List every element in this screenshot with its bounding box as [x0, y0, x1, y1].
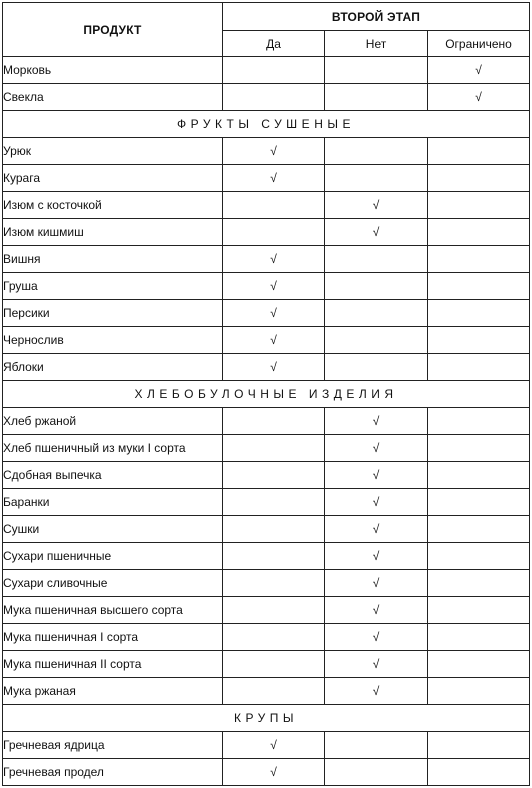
table-row: [3, 543, 530, 570]
cell-limited: [428, 246, 530, 273]
cell-limited: [428, 651, 530, 678]
cell-limited: [428, 435, 530, 462]
table-row: [3, 516, 530, 543]
product-name: Гречневая продел: [3, 759, 223, 786]
table-row: [3, 597, 530, 624]
table-row: [3, 408, 530, 435]
cell-limited: [428, 462, 530, 489]
product-name: Изюм кишмиш: [3, 219, 223, 246]
cell-no: √: [325, 516, 428, 543]
cell-limited: [428, 354, 530, 381]
cell-yes: [223, 543, 325, 570]
table-row: [3, 732, 530, 759]
cell-no: [325, 138, 428, 165]
product-name: Персики: [3, 300, 223, 327]
cell-yes: [223, 408, 325, 435]
table-row: [3, 246, 530, 273]
table-row: [3, 570, 530, 597]
cell-yes: √: [223, 732, 325, 759]
diet-table: [2, 2, 530, 786]
product-name: Свекла: [3, 84, 223, 111]
product-name: Урюк: [3, 138, 223, 165]
product-name: Мука пшеничная высшего сорта: [3, 597, 223, 624]
table-row: [3, 759, 530, 786]
cell-yes: [223, 651, 325, 678]
table-row: [3, 678, 530, 705]
table-row: [3, 651, 530, 678]
product-name: Мука пшеничная I сорта: [3, 624, 223, 651]
cell-yes: [223, 516, 325, 543]
product-name: Мука пшеничная II сорта: [3, 651, 223, 678]
product-name: Изюм с косточкой: [3, 192, 223, 219]
cell-yes: [223, 219, 325, 246]
cell-yes: [223, 489, 325, 516]
cell-limited: [428, 138, 530, 165]
product-name: Сухари пшеничные: [3, 543, 223, 570]
cell-limited: [428, 597, 530, 624]
cell-no: √: [325, 192, 428, 219]
header-stage: ВТОРОЙ ЭТАП: [223, 3, 530, 31]
table-row: [3, 84, 530, 111]
table-row: [3, 273, 530, 300]
cell-yes: √: [223, 138, 325, 165]
section-title: КРУПЫ: [3, 705, 530, 732]
table-row: [3, 624, 530, 651]
header-yes: Да: [223, 31, 325, 57]
product-name: Сушки: [3, 516, 223, 543]
product-name: Вишня: [3, 246, 223, 273]
cell-limited: √: [428, 84, 530, 111]
cell-limited: [428, 543, 530, 570]
cell-yes: [223, 624, 325, 651]
cell-no: √: [325, 462, 428, 489]
section-title: ХЛЕБОБУЛОЧНЫЕ ИЗДЕЛИЯ: [3, 381, 530, 408]
cell-yes: √: [223, 354, 325, 381]
cell-yes: √: [223, 759, 325, 786]
table-row: [3, 354, 530, 381]
cell-yes: [223, 84, 325, 111]
cell-no: [325, 246, 428, 273]
cell-limited: [428, 759, 530, 786]
cell-no: √: [325, 543, 428, 570]
cell-no: [325, 57, 428, 84]
table-row: [3, 57, 530, 84]
header-product: ПРОДУКТ: [3, 3, 223, 57]
section-title: ФРУКТЫ СУШЕНЫЕ: [3, 111, 530, 138]
cell-yes: [223, 462, 325, 489]
cell-yes: [223, 597, 325, 624]
cell-limited: [428, 192, 530, 219]
cell-limited: [428, 732, 530, 759]
product-name: Хлеб пшеничный из муки I сорта: [3, 435, 223, 462]
section-row: [3, 705, 530, 732]
cell-no: [325, 759, 428, 786]
cell-limited: [428, 300, 530, 327]
cell-limited: [428, 165, 530, 192]
table-row: [3, 165, 530, 192]
product-name: Яблоки: [3, 354, 223, 381]
cell-limited: [428, 219, 530, 246]
cell-limited: [428, 570, 530, 597]
product-name: Сухари сливочные: [3, 570, 223, 597]
table-row: [3, 327, 530, 354]
cell-no: [325, 273, 428, 300]
header-no: Нет: [325, 31, 428, 57]
cell-no: [325, 354, 428, 381]
product-name: Груша: [3, 273, 223, 300]
cell-yes: [223, 435, 325, 462]
cell-limited: √: [428, 57, 530, 84]
product-name: Мука ржаная: [3, 678, 223, 705]
table-header: [3, 3, 530, 57]
cell-yes: [223, 57, 325, 84]
cell-yes: √: [223, 300, 325, 327]
cell-yes: √: [223, 165, 325, 192]
header-limited: Ограничено: [428, 31, 530, 57]
product-name: Гречневая ядрица: [3, 732, 223, 759]
table-body: [3, 57, 530, 786]
table-row: [3, 219, 530, 246]
product-name: Курага: [3, 165, 223, 192]
cell-limited: [428, 408, 530, 435]
cell-no: √: [325, 489, 428, 516]
cell-no: [325, 165, 428, 192]
cell-no: [325, 84, 428, 111]
cell-limited: [428, 273, 530, 300]
cell-no: [325, 300, 428, 327]
cell-limited: [428, 489, 530, 516]
section-row: [3, 381, 530, 408]
cell-no: √: [325, 651, 428, 678]
cell-no: √: [325, 219, 428, 246]
cell-limited: [428, 516, 530, 543]
table-row: [3, 138, 530, 165]
cell-no: [325, 327, 428, 354]
product-name: Морковь: [3, 57, 223, 84]
cell-no: [325, 732, 428, 759]
cell-no: √: [325, 570, 428, 597]
cell-no: √: [325, 624, 428, 651]
cell-yes: √: [223, 273, 325, 300]
cell-limited: [428, 624, 530, 651]
product-name: Чернослив: [3, 327, 223, 354]
section-row: [3, 111, 530, 138]
cell-yes: [223, 192, 325, 219]
cell-no: √: [325, 678, 428, 705]
cell-limited: [428, 327, 530, 354]
cell-yes: √: [223, 327, 325, 354]
cell-no: √: [325, 408, 428, 435]
table-row: [3, 462, 530, 489]
table-row: [3, 300, 530, 327]
table-row: [3, 192, 530, 219]
cell-yes: √: [223, 246, 325, 273]
product-name: Сдобная выпечка: [3, 462, 223, 489]
cell-no: √: [325, 597, 428, 624]
cell-yes: [223, 678, 325, 705]
product-name: Баранки: [3, 489, 223, 516]
cell-yes: [223, 570, 325, 597]
product-name: Хлеб ржаной: [3, 408, 223, 435]
cell-limited: [428, 678, 530, 705]
table-row: [3, 489, 530, 516]
table-row: [3, 435, 530, 462]
cell-no: √: [325, 435, 428, 462]
